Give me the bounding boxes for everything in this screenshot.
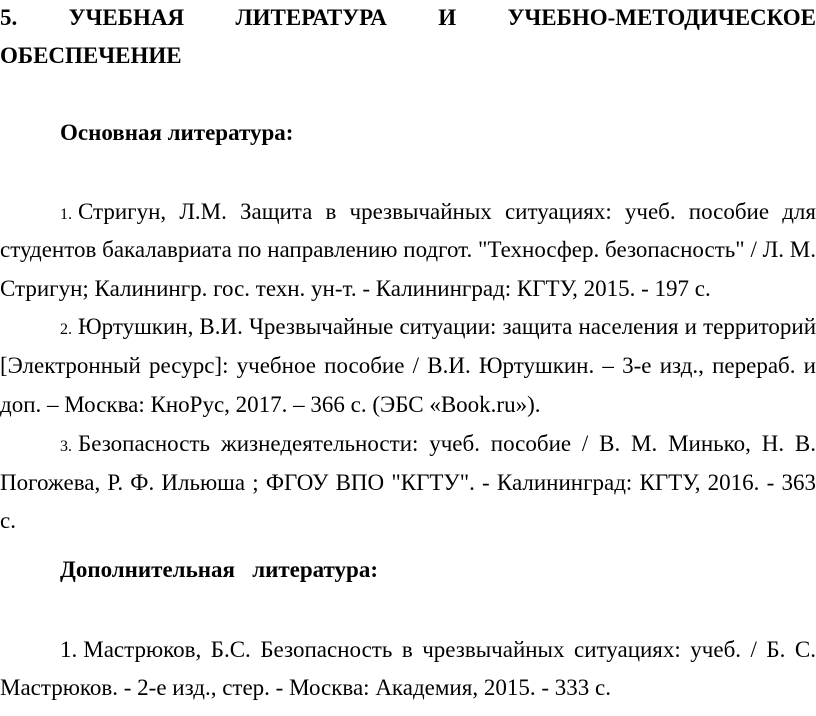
list-item-line: Погожева, Р. Ф. Ильюша ; ФГОУ ВПО "КГТУ". - Калининград: КГТУ, 2016. - 363 bbox=[0, 470, 816, 495]
list-item-line bbox=[60, 635, 816, 665]
list-item-line: студентов бакалавриата по направлению подгот. "Техносфер. безопасность" / Л. М. bbox=[0, 237, 816, 262]
section-title-line: 5. УЧЕБНАЯ ЛИТЕРАТУРА И УЧЕБНО-МЕТОДИЧЕСКОЕ bbox=[0, 5, 816, 30]
list-item-line: доп. – Москва: КноРус, 2017. – 366 с. (ЭБС «Book.ru»). bbox=[0, 392, 541, 417]
main-literature-heading: Основная литература: bbox=[60, 120, 294, 145]
item-text: Стригун, Л.М. Защита в чрезвычайных ситуациях: учеб. пособие для bbox=[78, 199, 816, 224]
item-text: Безопасность жизнедеятельности: учеб. пособие / В. М. Минько, Н. В. bbox=[78, 431, 816, 456]
list-item-line bbox=[60, 429, 816, 459]
item-number: 2. bbox=[60, 321, 72, 338]
item-text: Юртушкин, В.И. Чрезвычайные ситуации: защита населения и территорий bbox=[78, 314, 816, 339]
list-item-line bbox=[60, 312, 816, 342]
list-item-line: Мастрюков. - 2-е изд., стер. - Москва: Академия, 2015. - 333 с. bbox=[0, 675, 611, 700]
list-item-line: с. bbox=[0, 508, 16, 533]
list-item-line: [Электронный ресурс]: учебное пособие / В.И. Юртушкин. – 3-е изд., перераб. и bbox=[0, 353, 816, 378]
item-number: 1. bbox=[60, 637, 78, 662]
item-number: 1. bbox=[60, 206, 72, 223]
list-item-line: Стригун; Калинингр. гос. техн. ун-т. - Калининград: КГТУ, 2015. - 197 с. bbox=[0, 276, 711, 301]
item-number: 3. bbox=[60, 438, 72, 455]
list-item-line bbox=[60, 197, 816, 227]
item-text: Мастрюков, Б.С. Безопасность в чрезвычайных ситуациях: учеб. / Б. С. bbox=[83, 637, 816, 662]
additional-literature-heading: Дополнительная литература: bbox=[60, 557, 379, 582]
section-title-line: ОБЕСПЕЧЕНИЕ bbox=[0, 43, 182, 68]
